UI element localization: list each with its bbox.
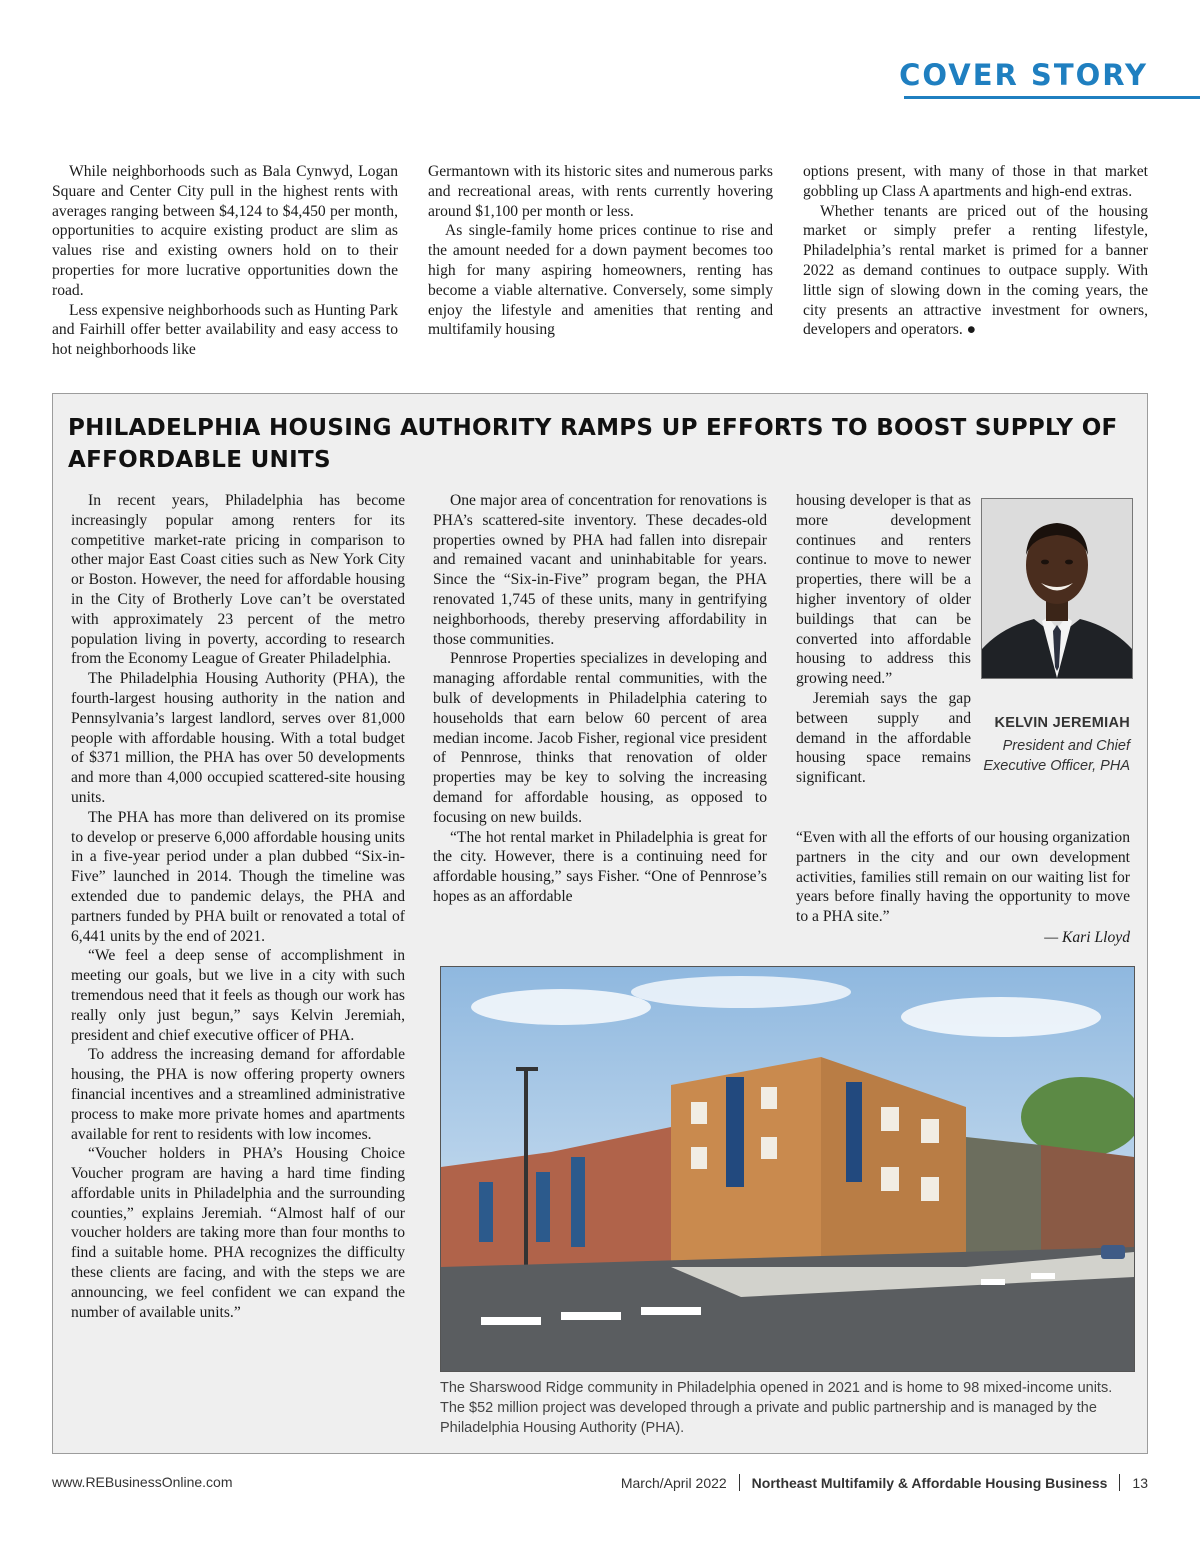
paragraph: “The hot rental market in Philadelphia is great for the city. However, there is a continuing need for affordable housing,” says Fisher. “One of Pennrose’s hopes as an affordable <box>433 828 767 905</box>
paragraph: options present, with many of those in that market gobbling up Class A apartments and high-end extras. <box>803 163 1148 200</box>
footer-separator <box>1119 1474 1120 1491</box>
story-column-2 <box>428 162 773 340</box>
footer-url: www.REBusinessOnline.com <box>52 1474 233 1490</box>
portrait-photo <box>981 498 1133 679</box>
paragraph: Whether tenants are priced out of the housing market or simply prefer a renting lifestyle, Philadelphia’s rental market is primed for a banner 2022 as demand continues to outpace supply. With little sign of slowing down in the coming years, the city presents an attractive investment for owners, developers and operators. ● <box>803 202 1148 339</box>
footer-separator <box>739 1474 740 1491</box>
paragraph: Germantown with its historic sites and numerous parks and recreational areas, with rents currently hovering around $1,100 per month or less. <box>428 163 773 220</box>
portrait-caption-title: President and Chief Executive Officer, PHA <box>983 738 1130 774</box>
sidebar-column-3 <box>796 491 971 788</box>
portrait-illustration <box>982 499 1132 678</box>
sidebar-box <box>52 393 1148 1454</box>
sidebar-headline: PHILADELPHIA HOUSING AUTHORITY RAMPS UP EFFORTS TO BOOST SUPPLY OF AFFORDABLE UNITS <box>68 415 1118 473</box>
paragraph: The Philadelphia Housing Authority (PHA), the fourth-largest housing authority in the nation and Pennsylvania’s largest landlord, serves over 81,000 people with affordable housing. With a total budget of $371 million, the PHA has over 50 developments and more than 4,000 occupied scattered-site housing units. <box>71 670 405 806</box>
sidebar-column-1 <box>71 491 405 1322</box>
paragraph: While neighborhoods such as Bala Cynwyd, Logan Square and Center City pull in the highest rents with averages ranging between $4,124 to $4,450 per month, opportunities to acquire existing product are slim as values rise and existing owners hold on to their properties for more lucrative opportunities down the road. <box>52 163 398 299</box>
portrait-caption-name: KELVIN JEREMIAH <box>994 715 1130 731</box>
paragraph: To address the increasing demand for affordable housing, the PHA is now offering property owners financial incentives and a streamlined administrative process to make more private homes and apartments available for rent to residents with low incomes. <box>71 1046 405 1143</box>
paragraph: Pennrose Properties specializes in developing and managing affordable rental communities, with the bulk of developments in Philadelphia catering to households that earn below 60 percent of area median income. Jacob Fisher, regional vice president of Pennrose, thinks that renovation of older properties may be key to solving the increasing demand for affordable housing, as opposed to focusing on new builds. <box>433 650 767 826</box>
paragraph: housing developer is that as more development continues and renters continue to move to newer properties, there will be a higher inventory of older buildings that can be converted into affordable housing to address this growing need.” <box>796 492 971 688</box>
paragraph: One major area of concentration for renovations is PHA’s scattered-site inventory. These decades-old properties owned by PHA had fallen into disrepair and remained vacant and uninhabitable for years. Since the “Six-in-Five” program began, the PHA renovated 1,745 of these units, many in gentrifying neighborhoods, thereby preserving affordability in those communities. <box>433 492 767 648</box>
footer-publication: Northeast Multifamily & Affordable Housing Business <box>751 1475 1108 1491</box>
paragraph: “We feel a deep sense of accomplishment in meeting our goals, but we live in a city with such tremendous need that it feels as though our work has really only just begun,” says Kelvin Jeremiah, president and chief executive officer of PHA. <box>71 947 405 1044</box>
paragraph: In recent years, Philadelphia has become increasingly popular among renters for its competitive market-rate pricing in comparison to other major East Coast cities such as New York City or Boston. However, the need for affordable housing in the City of Brotherly Love can’t be overstated with approximately 23 percent of the metro population living in poverty, according to research from the Economy League of Greater Philadelphia. <box>71 492 405 668</box>
sidebar-column-2 <box>433 491 767 907</box>
sidebar-column-3-wide <box>796 828 1130 927</box>
section-rule <box>904 96 1200 99</box>
quote-paragraph: “Even with all the efforts of our housing organization partners in the city and our own development activities, families still remain on our waiting list for years before finally having the opportunity to move to a PHA site.” <box>796 829 1130 926</box>
footer-issue: March/April 2022 <box>620 1475 727 1491</box>
byline: — Kari Lloyd <box>1044 929 1130 946</box>
story-column-3 <box>803 162 1148 340</box>
housing-photo <box>440 966 1135 1372</box>
story-column-1 <box>52 162 398 360</box>
photo-caption: The Sharswood Ridge community in Philadelphia opened in 2021 and is home to 98 mixed-income units. The $52 million project was developed through a private and public partnership and is managed by the Philadelphia Housing Authority (PHA). <box>440 1380 1113 1436</box>
paragraph: “Voucher holders in PHA’s Housing Choice Voucher program are having a hard time finding affordable units in Philadelphia and the surrounding counties,” explains Jeremiah. “Almost half of our voucher holders are taking more than four months to find a suitable home. PHA recognizes the difficulty these clients are facing, and with the steps we are announcing, we feel confident we can expand the number of available units.” <box>71 1145 405 1321</box>
paragraph: The PHA has more than delivered on its promise to develop or preserve 6,000 affordable housing units in a five-year period under a plan dubbed “Six-in-Five” launched in 2014. Though the timeline was extended due to pandemic delays, the PHA and partners funded by PHA built or renovated a total of 6,441 units by the end of 2021. <box>71 808 405 945</box>
paragraph: Jeremiah says the gap between supply and demand in the affordable housing space remains significant. <box>796 689 971 787</box>
footer-info <box>621 1474 1148 1491</box>
housing-illustration <box>441 967 1134 1371</box>
section-label: COVER STORY <box>899 58 1148 92</box>
paragraph: Less expensive neighborhoods such as Hunting Park and Fairhill offer better availability and easy access to hot neighborhoods like <box>52 301 398 359</box>
page-number: 13 <box>1132 1475 1148 1491</box>
paragraph: As single-family home prices continue to rise and the amount needed for a down payment becomes too high for many aspiring homeowners, renting has become a viable alternative. Conversely, some simply enjoy the lifestyle and amenities that renting and multifamily housing <box>428 222 773 339</box>
